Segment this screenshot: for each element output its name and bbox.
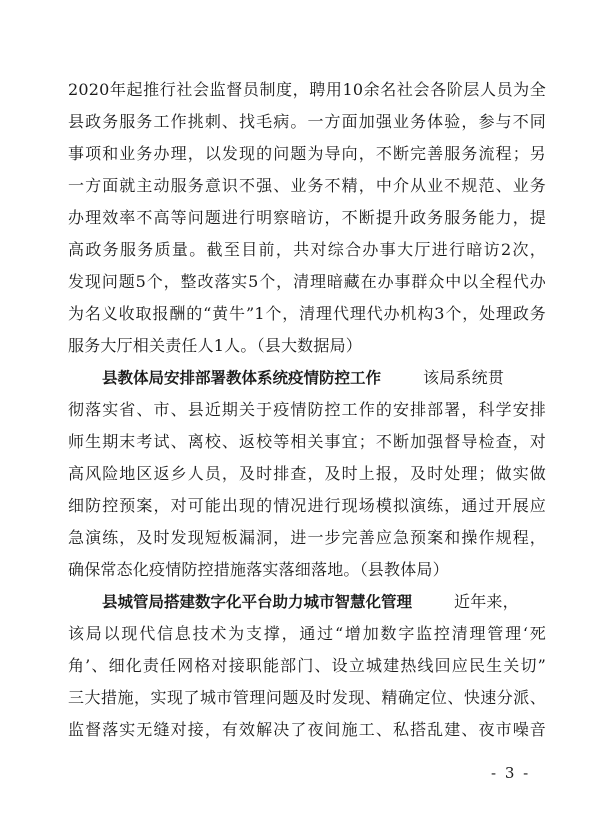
paragraph-2-line-6: 急演练，及时发现短板漏洞，进一步完善应急预案和操作规程， — [68, 528, 546, 547]
paragraph-1-line-3: 事项和业务办理，以发现的问题为导向，不断完善服务流程；另 — [68, 144, 546, 163]
paragraph-2-line-5: 细防控预案，对可能出现的情况进行现场模拟演练，通过开展应 — [68, 496, 546, 515]
paragraph-2-first-line-rest: 该局系统贯 — [423, 368, 505, 387]
paragraph-1-line-8: 为名义收取报酬的“黄牛”1个，清理代理代办机构3个，处理政务 — [68, 304, 546, 323]
paragraph-2-line-3: 师生期末考试、离校、返校等相关事宜；不断加强督导检查，对 — [68, 432, 546, 451]
paragraph-2-line-2: 彻落实省、市、县近期关于疫情防控工作的安排部署，科学安排 — [68, 400, 546, 419]
paragraph-2-heading: 县教体局安排部署教体系统疫情防控工作 — [102, 369, 382, 387]
paragraph-1-line-2: 县政务服务工作挑刺、找毛病。一方面加强业务体验，参与不同 — [68, 112, 546, 131]
paragraph-1-line-9: 服务大厅相关责任人1人。（县大数据局） — [68, 336, 362, 355]
paragraph-3-line-3: 角’、细化责任网格对接职能部门、设立城建热线回应民生关切” — [68, 656, 546, 675]
paragraph-1-line-1: 2020年起推行社会监督员制度，聘用10余名社会各阶层人员为全 — [68, 80, 546, 99]
paragraph-3-first-line-rest: 近年来， — [454, 592, 519, 611]
paragraph-3-line-5: 监督落实无缝对接，有效解决了夜间施工、私搭乱建、夜市噪音 — [68, 720, 546, 739]
paragraph-2-line-4: 高风险地区返乡人员，及时排查，及时上报，及时处理；做实做 — [68, 464, 546, 483]
paragraph-3-first-line — [102, 592, 546, 612]
paragraph-2-first-line — [102, 368, 546, 388]
paragraph-1-line-4: 一方面就主动服务意识不强、业务不精，中介从业不规范、业务 — [68, 176, 546, 195]
paragraph-1-line-6: 高政务服务质量。截至目前，共对综合办事大厅进行暗访2次， — [68, 240, 546, 259]
paragraph-3-line-2: 该局以现代信息技术为支撑，通过“增加数字监控清理管理‘死 — [68, 624, 546, 643]
paragraph-2-line-7: 确保常态化疫情防控措施落实落细落地。（县教体局） — [68, 560, 449, 579]
paragraph-3-line-4: 三大措施，实现了城市管理问题及时发现、精确定位、快速分派、 — [68, 688, 546, 707]
page-number: - 3 - — [491, 764, 531, 782]
paragraph-3-heading: 县城管局搭建数字化平台助力城市智慧化管理 — [102, 593, 413, 611]
paragraph-1-line-5: 办理效率不高等问题进行明察暗访，不断提升政务服务能力，提 — [68, 208, 546, 227]
paragraph-1-line-7: 发现问题5个，整改落实5个，清理暗藏在办事群众中以全程代办 — [68, 272, 546, 291]
